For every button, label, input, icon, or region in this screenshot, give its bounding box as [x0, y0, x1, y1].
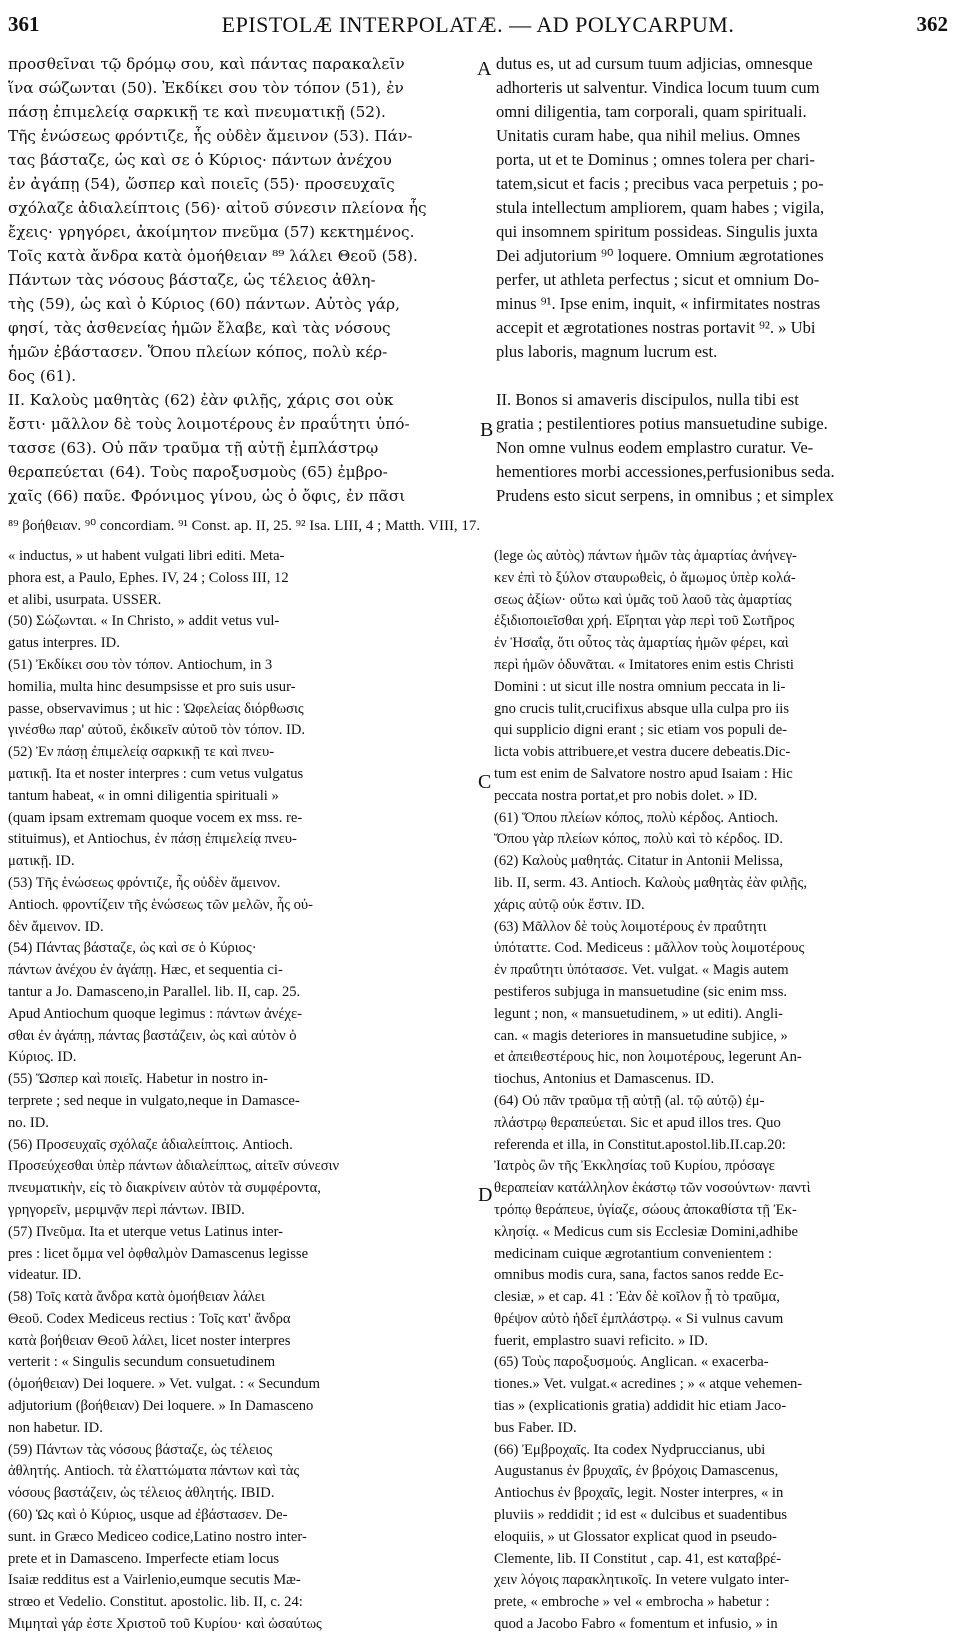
- greek-text-line: ἡμῶν ἐβάστασεν. Ὅπου πλείων κόπος, πολὺ κέρ-: [8, 343, 388, 361]
- note-line: et ἀπειθεστέρους hic, non λοιμοτέρους, legerunt An-: [494, 1049, 802, 1066]
- note-line: no. ID.: [8, 1114, 49, 1131]
- note-line: non habetur. ID.: [8, 1419, 103, 1436]
- note-line: (66) Ἐμβροχαῖς. Ita codex Nydpruccianus, ubi: [494, 1441, 766, 1458]
- note-line: tiochus, Antonius et Damascenus. ID.: [494, 1071, 715, 1088]
- note-line: verterit : « Singulis secundum consuetudinem: [8, 1354, 276, 1371]
- note-line: Isaiæ redditus est a Vairlenio,eumque secutis Mæ-: [8, 1572, 301, 1589]
- note-line: strœo et Vedelio. Constitut. apostolic. lib. II, c. 24:: [8, 1594, 303, 1611]
- note-line: (58) Τοῖς κατὰ ἄνδρα κατὰ ὁμοήθειαν λάλει: [8, 1289, 265, 1306]
- note-line: tum est enim de Salvatore nostro apud Isaiam : Hic: [494, 765, 793, 782]
- greek-text-line: θεραπεύεται (64). Τοὺς παροξυσμοὺς (65) ἐμβρο-: [8, 463, 388, 481]
- note-line: bus Faber. ID.: [494, 1419, 577, 1436]
- note-line: ἐξιδιοποιεῖσθαι χρή. Εἴρηται γὰρ περὶ τοῦ Σωτῆρος: [494, 613, 795, 630]
- latin-text-line: tatem,sicut et facis ; precibus vaca perpetuis ; po-: [496, 174, 824, 193]
- note-line: Augustanus ἐν βρυχαῖς, ἐν βρόχοις Damascenus,: [494, 1463, 779, 1480]
- note-line: phora est, a Paulo, Ephes. IV, 24 ; Coloss III, 12: [8, 569, 289, 586]
- note-line: Domini : ut sicut ille nostra omnium peccata in li-: [494, 678, 786, 695]
- greek-text-line: II. Καλοὺς μαθητὰς (62) ἐὰν φιλῇς, χάρις σοι οὐκ: [8, 391, 394, 409]
- section-marker-a: A: [477, 58, 492, 80]
- note-line: (51) Ἐκδίκει σου τὸν τόπον. Antiochum, in 3: [8, 656, 273, 673]
- section-marker-c: C: [478, 771, 492, 793]
- note-line: (63) Μᾶλλον δὲ τοὺς λοιμοτέρους ἐν πραΰτητι: [494, 918, 767, 935]
- note-line: θρέψον αὐτὸ ἡδεῖ ἐμπλάστρῳ. « Si vulnus cavum: [494, 1310, 784, 1327]
- note-line: (53) Τῆς ἑνώσεως φρόντιζε, ἧς οὐδὲν ἄμεινον.: [8, 874, 281, 891]
- note-line: Apud Antiochum quoque legimus : πάντων ἀνέχε-: [8, 1005, 302, 1022]
- note-line: Προσεύχεσθαι ὑπὲρ πάντων ἀδιαλείπτως, αἰτεῖν σύνεσιν: [8, 1158, 340, 1175]
- latin-text-line: II. Bonos si amaveris discipulos, nulla tibi est: [496, 390, 799, 409]
- note-line: (64) Οὐ πᾶν τραῦμα τῇ αὐτῇ (al. τῷ αὐτῷ) ἐμ-: [494, 1092, 765, 1109]
- latin-text-line: Dei adjutorium ⁹⁰ loquere. Omnium ægrotationes: [496, 246, 824, 265]
- note-line: Κύριος. ID.: [8, 1049, 77, 1066]
- note-line: tantur a Jo. Damasceno,in Parallel. lib. II, cap. 25.: [8, 983, 301, 1000]
- note-line: (57) Πνεῦμα. Ita et uterque vetus Latinus inter-: [8, 1223, 284, 1240]
- note-line: γινέσθω παρ' αὐτοῦ, ἐκδικεῖν αὐτοῦ τὸν τόπον. ID.: [8, 722, 306, 739]
- latin-text-line: hementiores morbi accessiones,perfusionibus seda.: [496, 462, 835, 481]
- note-line: (54) Πάντας βάσταζε, ὡς καὶ σε ὁ Κύριος·: [8, 940, 257, 957]
- note-line: (ὁμοήθειαν) Dei loquere. » Vet. vulgat. : « Secundum: [8, 1376, 320, 1393]
- note-line: σθαι ἐν ἀγάπῃ, πάντας βαστάζειν, ὡς καὶ αὐτὸν ὁ: [8, 1027, 297, 1044]
- note-line: gno crucis tulit,crucifixus absque ulla culpa pro iis: [494, 700, 790, 717]
- note-line: referenda et illa, in Constitut.apostol.lib.II.cap.20:: [494, 1136, 786, 1153]
- latin-text-line: omni diligentia, tam corporali, quam spirituali.: [496, 102, 807, 121]
- greek-text-line: Τῆς ἑνώσεως φρόντιζε, ἧς οὐδὲν ἄμεινον (53). Πάν-: [8, 127, 413, 145]
- greek-text-line: τασσε (63). Οὐ πᾶν τραῦμα τῇ αὐτῇ ἐμπλάστρῳ: [8, 439, 379, 457]
- latin-text-line: Unitatis curam habe, qua nihil melius. Omnes: [496, 126, 801, 145]
- note-line: qui supplicio digni erant ; sic etiam vos populi de-: [494, 722, 788, 739]
- note-line: (59) Πάντων τὰς νόσους βάσταζε, ὡς τέλειος: [8, 1441, 273, 1458]
- note-line: Clemente, lib. II Constitut , cap. 41, est καταβρέ-: [494, 1550, 782, 1567]
- note-line: quod a Jacobo Fabro « fomentum et infusio, » in: [494, 1616, 778, 1633]
- latin-text-line: qui insomnem spiritum possideas. Singulis juxta: [496, 222, 818, 241]
- note-line: (61) Ὅπου πλείων κόπος, πολὺ κέρδος. Antioch.: [494, 809, 779, 826]
- note-line: (62) Καλοὺς μαθητάς. Citatur in Antonii Melissa,: [494, 853, 783, 870]
- latin-text-line: dutus es, ut ad cursum tuum adjicias, omnesque: [496, 54, 813, 73]
- latin-text-line: [496, 364, 948, 388]
- greek-text-column: [8, 52, 478, 508]
- note-line: pestiferos subjuga in mansuetudine (sic enim mss.: [494, 983, 788, 1000]
- greek-text-line: σχόλαζε ἀδιαλείπτοις (56)· αἰτοῦ σύνεσιν πλείονα ἧς: [8, 199, 427, 217]
- note-line: (60) Ὡς καὶ ὁ Κύριος, usque ad ἐβάστασεν. De-: [8, 1507, 288, 1524]
- note-line: δὲν ἄμεινον. ID.: [8, 918, 104, 935]
- note-line: omnibus modis cura, sana, factos sanos redde Ec-: [494, 1267, 784, 1284]
- note-line: τρόπῳ θεράπευε, ὑγίαζε, σώους ἀποκαθίστα τῇ Ἐκ-: [494, 1201, 797, 1218]
- greek-text-line: τας βάσταζε, ὡς καὶ σε ὁ Κύριος· πάντων ἀνέχου: [8, 151, 392, 169]
- latin-text-line: adhorteris ut salventur. Vindica locum tuum cum: [496, 78, 820, 97]
- note-line: pres : licet ὄμμα vel ὀφθαλμὸν Damascenus legisse: [8, 1245, 309, 1262]
- note-line: (50) Σώζωνται. « In Christo, » addit vetus vul-: [8, 613, 280, 630]
- note-line: « inductus, » ut habent vulgati libri editi. Meta-: [8, 548, 285, 564]
- note-line: σεως ἀξίων· οὕτω καὶ ὑμᾶς τοῦ λαοῦ τὰς ἁμαρτίας: [494, 591, 792, 608]
- greek-text-line: ἵνα σώζωνται (50). Ἐκδίκει σου τὸν τόπον (51), ἐν: [8, 79, 404, 97]
- latin-text-line: perfer, ut athleta perfectus ; sicut et omnium Do-: [496, 270, 820, 289]
- latin-text-line: minus ⁹¹. Ipse enim, inquit, « infirmitates nostras: [496, 294, 821, 313]
- running-title: EPISTOLÆ INTERPOLATÆ. — AD POLYCARPUM.: [221, 12, 735, 37]
- note-line: χειν λόγοις παρακλητικοῖς. In vetere vulgato inter-: [494, 1572, 790, 1589]
- note-line: ματικῇ. ID.: [8, 853, 75, 870]
- page-number-right: 362: [916, 12, 948, 36]
- note-line: περὶ ἡμῶν ὀδυνᾶται. « Imitatores enim estis Christi: [494, 656, 794, 673]
- note-line: (65) Τοὺς παροξυσμούς. Anglican. « exacerba-: [494, 1354, 769, 1371]
- note-line: Μιμηταὶ γάρ ἐστε Χριστοῦ τοῦ Κυρίου· καὶ ὡσαύτως: [8, 1616, 322, 1633]
- note-line: legunt ; non, « mansuetudinem, » ut editi). Angli-: [494, 1005, 784, 1022]
- note-line: videatur. ID.: [8, 1267, 82, 1284]
- note-line: pluviis » reddidit ; id est « dulcibus et suadentibus: [494, 1507, 788, 1524]
- note-line: terprete ; sed neque in vulgato,neque in Damasce-: [8, 1092, 300, 1109]
- greek-text-line: προσθεῖναι τῷ δρόμῳ σου, καὶ πάντας παρακαλεῖν: [8, 55, 405, 73]
- note-line: Antioch. φροντίζειν τῆς ἑνώσεως τῶν μελῶν, ἧς οὐ-: [8, 896, 314, 913]
- greek-text-line: ἔχεις· γρηγόρει, ἀκοίμητον πνεῦμα (57) κεκτημένος.: [8, 223, 415, 241]
- notes-right-column: [494, 546, 950, 1636]
- note-line: tias » (explicationis gratia) addidit hic etiam Jaco-: [494, 1398, 787, 1415]
- note-line: θεραπείαν κατάλληλον ἑκάστῳ τῶν νοσούντων· παντὶ: [494, 1180, 811, 1197]
- note-line: sunt. in Græco Mediceo codice,Latino nostro inter-: [8, 1528, 307, 1545]
- greek-text-line: τὴς (59), ὡς καὶ ὁ Κύριος (60) πάντων. Αὐτὸς γάρ,: [8, 295, 400, 313]
- note-line: can. « magis deteriores in mansuetudine subjice, »: [494, 1027, 788, 1044]
- note-line: tiones.» Vet. vulgat.« acredines ; » « atque vehemen-: [494, 1376, 803, 1393]
- latin-text-line: stula intellectum ampliorem, quam habes ; vigila,: [496, 198, 825, 217]
- greek-text-line: ἐν ἀγάπῃ (54), ὥσπερ καὶ ποιεῖς (55)· προσευχαῖς: [8, 175, 395, 193]
- note-line: κλησίᾳ. « Medicus cum sis Ecclesiæ Domini,adhibe: [494, 1223, 799, 1240]
- greek-text-line: δος (61).: [8, 367, 77, 385]
- note-line: νόσους βαστάζειν, ὡς τέλειος ἀθλητής. IBID.: [8, 1485, 275, 1502]
- note-line: Antiochus ἐν βροχαῖς, legit. Noster interpres, « in: [494, 1485, 784, 1502]
- note-line: tantum habeat, « in omni diligentia spirituali »: [8, 787, 279, 804]
- note-line: adjutorium (βοήθειαν) Dei loquere. » In Damasceno: [8, 1398, 314, 1415]
- note-line: ὑπόταττε. Cod. Mediceus : μᾶλλον τοὺς λοιμοτέρους: [494, 940, 805, 957]
- note-line: prete et in Damasceno. Imperfecte etiam locus: [8, 1550, 280, 1567]
- latin-text-line: accepit et ægrotationes nostras portavit ⁹². » Ubi: [496, 318, 816, 337]
- latin-text-line: Non omne vulnus eodem emplastro curatur. Ve-: [496, 438, 814, 457]
- note-line: Ἰατρὸς ὢν τῆς Ἐκκλησίας τοῦ Κυρίου, πρόσαγε: [494, 1158, 775, 1175]
- note-line: ἐν Ἡσαΐᾳ, ὅτι οὗτος τὰς ἁμαρτίας ἡμῶν φέρει, καὶ: [494, 635, 789, 652]
- note-line: πάντων ἀνέχου ἐν ἀγάπῃ. Hæc, et sequentia ci-: [8, 962, 283, 979]
- note-line: Θεοῦ. Codex Mediceus rectius : Τοῖς κατ' ἄνδρα: [8, 1310, 291, 1327]
- latin-text-line: porta, ut et te Dominus ; omnes tolera per chari-: [496, 150, 815, 169]
- note-line: (lege ὡς αὐτὸς) πάντων ἡμῶν τὰς ἁμαρτίας ἀνήνεγ-: [494, 548, 797, 564]
- note-line: homilia, multa hinc desumpsisse et pro suis usur-: [8, 678, 296, 695]
- note-line: πλάστρῳ θεραπεύεται. Sic et apud illos tres. Quo: [494, 1114, 781, 1131]
- note-line: χάρις αὐτῷ οὐκ ἔστιν. ID.: [494, 896, 645, 913]
- greek-text-line: Τοῖς κατὰ ἄνδρα κατὰ ὁμοήθειαν ⁸⁹ λάλει Θεοῦ (58).: [8, 247, 418, 265]
- note-line: licta vobis attribuere,et vestra ducere debeatis.Dic-: [494, 744, 791, 761]
- notes-left-column: [8, 546, 470, 1636]
- note-line: ἀθλητής. Antioch. τὰ ἐλαττώματα πάντων καὶ τὰς: [8, 1463, 300, 1480]
- page-number-left: 361: [8, 12, 40, 36]
- greek-text-line: ἔστι· μᾶλλον δὲ τοὺς λοιμοτέρους ἐν πραΰτητι ὑπό-: [8, 415, 410, 433]
- note-line: peccata nostra portat,et pro nobis dolet. » ID.: [494, 787, 758, 804]
- latin-text-line: plus laboris, magnum lucrum est.: [496, 342, 718, 361]
- note-line: (55) Ὥσπερ καὶ ποιεῖς. Habetur in nostro in-: [8, 1071, 268, 1088]
- note-line: fuerit, emplastro suavi reficito. » ID.: [494, 1332, 708, 1349]
- note-line: (quam ipsam extremam quoque vocem ex mss. re-: [8, 809, 303, 826]
- note-line: ματικῇ. Ita et noster interpres : cum vetus vulgatus: [8, 765, 304, 782]
- greek-text-line: φησί, τὰς ἀσθενείας ἡμῶν ἔλαβε, καὶ τὰς νόσους: [8, 319, 391, 337]
- running-header: [8, 12, 948, 42]
- note-line: γρηγορεῖν, μεριμνᾷν περὶ πάντων. IBID.: [8, 1201, 245, 1218]
- footnote-references: ⁸⁹ βοήθειαν. ⁹⁰ concordiam. ⁹¹ Const. ap. II, 25. ⁹² Isa. LIII, 4 ; Matth. VIII, 17.: [8, 518, 481, 534]
- note-line: prete, « embroche » vel « embrocha » habetur :: [494, 1594, 770, 1611]
- latin-text-column: [496, 52, 948, 508]
- greek-text-line: Πάντων τὰς νόσους βάσταζε, ὡς τέλειος ἀθλη-: [8, 271, 376, 289]
- note-line: passe, observavimus ; ut hic : Ὠφελείας διόρθωσις: [8, 700, 304, 717]
- greek-text-line: πάσῃ ἐπιμελείᾳ σαρκικῇ τε καὶ πνευματικῇ (52).: [8, 103, 386, 121]
- note-line: clesiæ, » et cap. 41 : Ἐὰν δὲ κοῖλον ᾖ τὸ τραῦμα,: [494, 1289, 780, 1306]
- note-line: lib. II, serm. 43. Antioch. Καλοὺς μαθητὰς ἐὰν φιλῇς,: [494, 874, 807, 891]
- note-line: (52) Ἐν πάσῃ ἐπιμελείᾳ σαρκικῇ τε καὶ πνευ-: [8, 744, 275, 761]
- note-line: ἐν πραΰτητι ὑπότασσε. Vet. vulgat. « Magis autem: [494, 962, 789, 979]
- note-line: medicinam cuique ægrotantium convenientem :: [494, 1245, 773, 1262]
- note-line: (56) Προσευχαῖς σχόλαζε ἀδιαλείπτοις. Antioch.: [8, 1136, 293, 1153]
- note-line: eloquiis, » ut Glossator explicat quod in pseudo-: [494, 1528, 777, 1545]
- note-line: κεν ἐπὶ τὸ ξύλον σταυρωθεὶς, ὁ ἄμωμος ὑπὲρ κολά-: [494, 569, 796, 586]
- section-marker-d: D: [478, 1184, 493, 1206]
- note-line: et alibi, usurpata. USSER.: [8, 591, 162, 608]
- note-line: stituimus), et Antiochus, ἐν πάσῃ ἐπιμελείᾳ πνευ-: [8, 831, 297, 848]
- note-line: κατὰ βοήθειαν Θεοῦ λάλει, licet noster interpres: [8, 1332, 291, 1349]
- latin-text-line: gratia ; pestilentiores potius mansuetudine subige.: [496, 414, 828, 433]
- latin-text-line: Prudens esto sicut serpens, in omnibus ; et simplex: [496, 486, 834, 505]
- section-marker-b: B: [480, 419, 494, 441]
- greek-text-line: χαῖς (66) παῦε. Φρόνιμος γίνου, ὡς ὁ ὄφις, ἐν πᾶσι: [8, 487, 406, 505]
- note-line: gatus interpres. ID.: [8, 635, 120, 652]
- note-line: πνευματικὴν, εἰς τὸ διακρίνειν αὐτὸν τὰ συμφέροντα,: [8, 1180, 321, 1197]
- note-line: Ὅπου γὰρ πλείων κόπος, πολὺ καὶ τὸ κέρδος. ID.: [494, 831, 784, 848]
